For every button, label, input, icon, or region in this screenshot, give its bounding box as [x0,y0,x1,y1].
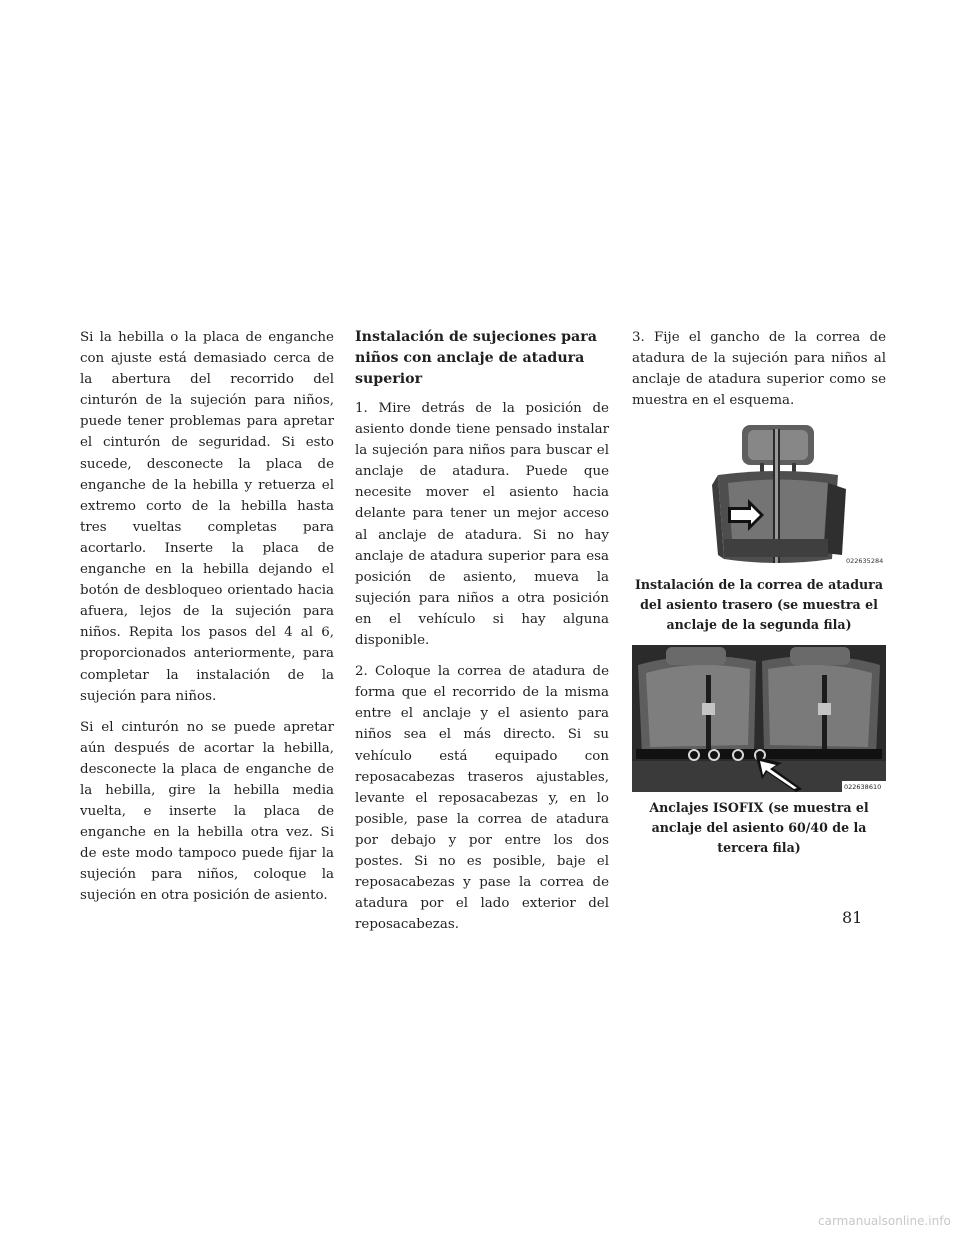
watermark: carmanualsonline.info [818,1214,951,1228]
isofix-anchors-photo [632,645,886,792]
figure-caption-2: Anclajes ISOFIX (se muestra el anclaje del asiento 60/40 de la tercera fila) [649,800,869,856]
column-middle [355,327,609,945]
column-left [80,327,334,917]
figure-caption-1: Instalación de la correa de atadura del asiento trasero (se muestra el anclaje de la segunda fila) [635,577,883,633]
section-heading: Instalación de sujeciones para niños con anclaje de atadura superior [355,329,597,387]
column-right [632,327,886,868]
figure-code-1: 022635284 [846,557,884,566]
paragraph-belt-not-tight: Si el cinturón no se puede apretar aún después de acortar la hebilla, desconecte la placa de enganche de la hebilla, gire la hebilla media vuelta, e inserte la placa de enganche en la hebilla otra vez. Si de este modo tampoco puede fijar la sujeción para niños, coloque la sujeción en otra posición de asiento. [80,719,334,904]
step-1-paragraph: 1. Mire detrás de la posición de asiento donde tiene pensado instalar la sujeción para niños para buscar el anclaje de atadura. Puede que necesite mover el asiento hacia delante para tener un mejor acceso al anclaje de atadura. Si no hay anclaje de atadura superior para esa posición de asiento, mueva la sujeción para niños a otra posición en el vehículo si hay alguna disponible. [355,401,609,649]
page-number: 81 [842,908,863,927]
paragraph-buckle-too-close: Si la hebilla o la placa de enganche con ajuste está demasiado cerca de la abertura del recorrido del cinturón de la sujeción para niños, puede tener problemas para apretar el cinturón de seguridad. Si esto sucede, desconecte la placa de enganche de la hebilla y retuerza el extremo corto de la hebilla hasta tres vueltas completas para acortarlo. Inserte la placa de enganche en la hebilla dejando el botón de desbloqueo orientado hacia afuera, lejos de la sujeción para niños. Repita los pasos del 4 al 6, proporcionados anteriormente, para completar la instalación de la sujeción para niños. [80,330,334,704]
tether-strap-illustration [632,421,886,569]
step-3-paragraph: 3. Fije el gancho de la correa de atadura de la sujeción para niños al anclaje de atadura superior como se muestra en el esquema. [632,330,886,409]
step-2-paragraph: 2. Coloque la correa de atadura de forma que el recorrido de la misma entre el anclaje y el asiento para niños sea el más directo. Si su vehículo está equipado con reposacabezas traseros ajustables, levante el reposacabezas y, en lo posible, pase la correa de atadura por debajo y por entre los dos postes. Si no es posible, baje el reposacabezas y pase la correa de atadura por el lado exterior del reposacabezas. [355,664,609,933]
figure-code-2: 022638610 [844,783,882,792]
